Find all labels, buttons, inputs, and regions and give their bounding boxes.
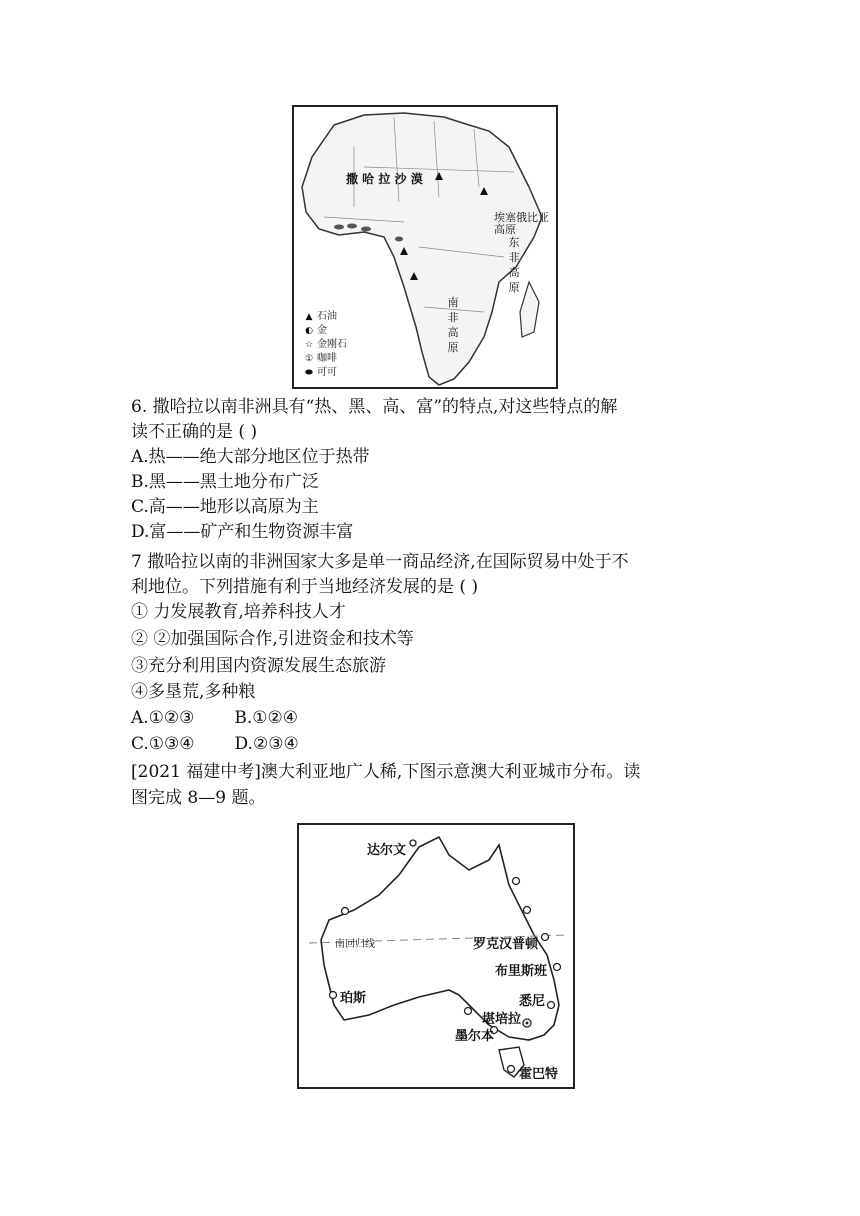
q8-intro-line1: [2021 福建中考]澳大利亚地广人稀,下图示意澳大利亚城市分布。读: [131, 762, 641, 782]
gold-half-circle-icon: ◐: [305, 326, 313, 336]
perth-label: 珀斯: [340, 991, 367, 1006]
darwin-label: 达尔文: [367, 843, 407, 858]
oil-triangle-icon: ▲: [305, 312, 313, 322]
q7-option-c: C.①③④: [131, 734, 195, 754]
q7-option-b: B.①②④: [234, 708, 299, 728]
q6-stem-line1: 6. 撒哈拉以南非洲具有“热、黑、高、富”的特点,对这些特点的解: [131, 397, 618, 417]
sydney-label: 悉尼: [519, 994, 546, 1009]
q7-option-a: A.①②③: [131, 708, 195, 728]
q7-statement-2: ② ②加强国际合作,引进资金和技术等: [131, 629, 414, 649]
legend-item-diamond: [304, 338, 347, 352]
q7-stem-line1: 7 撒哈拉以南的非洲国家大多是单一商品经济,在国际贸易中处于不: [131, 552, 629, 572]
coffee-circle-icon: ①: [304, 354, 314, 364]
q6-option-a: A.热——绝大部分地区位于热带: [131, 447, 370, 467]
q7-statement-1: ① 力发展教育,培养科技人才: [131, 602, 346, 622]
diamond-star-icon: ☆: [304, 340, 314, 350]
tropic-of-capricorn-label: 南回归线: [335, 939, 375, 950]
q6-option-b: B.黑——黑土地分布广泛: [131, 472, 319, 492]
q7-options-ab: [131, 706, 731, 731]
cocoa-ellipse-icon: ⬬: [305, 368, 313, 378]
legend-item-gold: [304, 324, 347, 338]
map-legend: [304, 310, 347, 380]
hobart-label: 霍巴特: [519, 1067, 559, 1082]
east-africa-plateau-label: 东非高原: [508, 236, 520, 294]
q6-option-c: C.高——地形以高原为主: [131, 497, 319, 517]
rockhampton-label: 罗克汉普顿: [473, 937, 539, 952]
q7-statement-3: ③充分利用国内资源发展生态旅游: [131, 656, 386, 676]
canberra-label: 堪培拉: [482, 1012, 522, 1027]
australia-outline: [299, 825, 573, 1087]
legend-item-cocoa: [304, 366, 347, 380]
sahara-label: 撒 哈 拉 沙 漠: [346, 172, 423, 186]
legend-label: 可可: [317, 367, 337, 378]
legend-label: 金: [317, 325, 327, 336]
q6-option-d: D.富——矿产和生物资源丰富: [131, 522, 354, 542]
q7-stem-line2: 利地位。下列措施有利于当地经济发展的是 ( ): [131, 577, 479, 597]
q7-options-cd: [131, 732, 731, 757]
brisbane-label: 布里斯班: [495, 964, 548, 979]
q7-option-d: D.②③④: [234, 734, 299, 754]
legend-item-oil: [304, 310, 347, 324]
legend-label: 咖啡: [317, 353, 337, 364]
ethiopia-highland-label: 埃塞俄比亚 高原: [494, 211, 549, 236]
legend-item-coffee: [304, 352, 347, 366]
q8-intro-line2: 图完成 8—9 题。: [131, 788, 266, 808]
south-africa-plateau-label: 南非高原: [447, 296, 459, 354]
legend-label: 金刚石: [317, 339, 347, 350]
q7-statement-4: ④多垦荒,多种粮: [131, 682, 256, 702]
melbourne-label: 墨尔本: [455, 1029, 495, 1044]
africa-resource-map: [292, 105, 558, 389]
australia-city-map: [297, 823, 575, 1089]
legend-label: 石油: [317, 311, 337, 322]
q6-stem-line2: 读不正确的是 ( ): [131, 422, 258, 442]
